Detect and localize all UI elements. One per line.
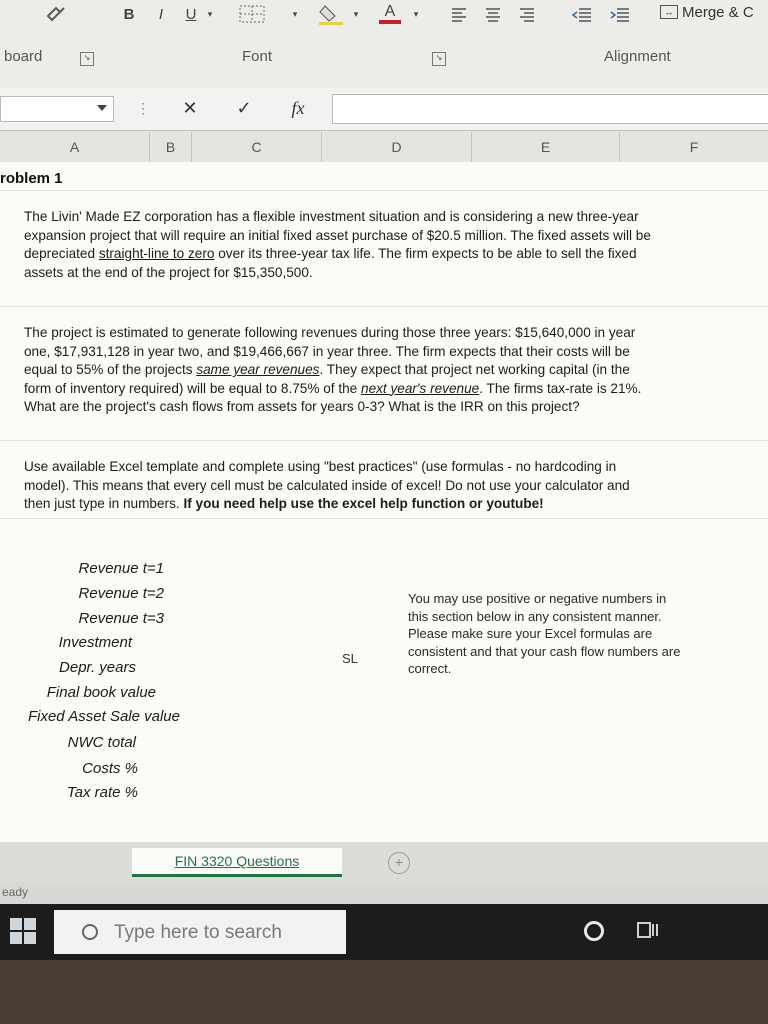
label-tax-rate-percent[interactable]: Tax rate %: [66, 784, 138, 801]
column-header-e[interactable]: E: [472, 132, 620, 162]
name-box-dropdown-icon[interactable]: [97, 105, 107, 111]
cancel-icon[interactable]: ✕: [182, 97, 198, 118]
column-header-b[interactable]: B: [150, 132, 192, 162]
align-right-icon[interactable]: [514, 2, 540, 26]
font-launcher-icon[interactable]: ↘: [432, 52, 446, 66]
column-header-a[interactable]: A: [0, 132, 150, 162]
para3-line: model). This means that every cell must be calculated inside of excel! Do not use your calculator and: [24, 477, 630, 493]
label-depr-years[interactable]: Depr. years: [59, 659, 136, 676]
underline-button[interactable]: U: [185, 5, 197, 23]
font-color-swatch: [379, 20, 401, 24]
format-painter-icon[interactable]: [42, 2, 70, 26]
para2-line: The project is estimated to generate following revenues during those three years: $15,640,000 in year: [24, 325, 636, 340]
label-revenue-t1[interactable]: Revenue t=1: [78, 560, 164, 577]
para1-line: expansion project that will require an initial fixed asset purchase of $20.5 million. The fixed assets will be: [24, 227, 651, 243]
sheet-tab-fin3320[interactable]: FIN 3320 Questions: [132, 848, 342, 877]
underline-dropdown-icon[interactable]: ▾: [207, 8, 213, 19]
decrease-indent-icon[interactable]: [568, 2, 596, 26]
column-header-f[interactable]: F: [689, 139, 699, 155]
search-icon: [82, 924, 98, 940]
next-year-revenue-emphasis: next year's revenue: [361, 380, 480, 396]
note-line: consistent and that your cash flow numbers are: [408, 643, 681, 659]
row-divider: [0, 518, 768, 519]
formula-input[interactable]: [332, 94, 768, 124]
fill-color-dropdown-icon[interactable]: ▾: [353, 8, 359, 19]
para1-line: [24, 245, 651, 264]
para2-text: equal to 55% of the projects: [24, 362, 197, 377]
borders-button[interactable]: [232, 2, 272, 26]
group-label-alignment: Alignment: [604, 48, 671, 65]
note-line: correct.: [408, 661, 452, 676]
italic-button[interactable]: I: [158, 5, 164, 23]
para1-line: assets at the end of the project for $15,350,500.: [24, 264, 313, 280]
status-text: eady: [2, 885, 29, 899]
problem-paragraph-3[interactable]: [24, 458, 630, 514]
cortana-icon[interactable]: [584, 921, 604, 941]
task-view-icon[interactable]: [636, 920, 660, 946]
row-divider: [0, 306, 768, 307]
para2-line: [24, 380, 641, 399]
font-color-dropdown-icon[interactable]: ▾: [413, 8, 419, 19]
merge-icon: ↔: [660, 5, 678, 19]
column-header-d[interactable]: D: [322, 132, 472, 162]
label-final-book-value[interactable]: Final book value: [46, 684, 156, 701]
straight-line-underlined: straight-line to zero: [98, 246, 215, 261]
formula-bar: [0, 88, 768, 131]
add-sheet-icon[interactable]: +: [388, 852, 410, 874]
borders-dropdown-icon[interactable]: ▾: [292, 8, 298, 19]
depreciation-method-cell[interactable]: SL: [342, 651, 358, 666]
para2-line: What are the project's cash flows from assets for years 0-3? What is the IRR on this project?: [24, 399, 580, 414]
para2-text: . They expect that project net working capital (in the: [319, 362, 630, 377]
para2-line: one, $17,931,128 in year two, and $19,466,667 in year three. The firm expects that their costs will be: [24, 343, 630, 359]
column-header-c[interactable]: C: [192, 132, 322, 162]
note-line: Please make sure your Excel formulas are: [408, 626, 653, 641]
label-costs-percent[interactable]: Costs %: [82, 760, 138, 777]
note-line: this section below in any consistent manner.: [408, 608, 662, 624]
problem-title[interactable]: roblem 1: [0, 170, 63, 187]
group-label-clipboard: board: [4, 48, 43, 65]
para1-text: depreciated: [24, 246, 99, 261]
para1-text: over its three-year tax life. The firm expects to be able to sell the fixed: [214, 246, 637, 261]
merge-label: Merge & C: [682, 3, 754, 21]
problem-paragraph-2[interactable]: [24, 324, 641, 417]
para3-text: then just type in numbers.: [24, 496, 184, 511]
note-line: You may use positive or negative numbers in: [408, 591, 667, 606]
fill-color-button[interactable]: [314, 2, 350, 26]
para2-text: . The firms tax-rate is 21%.: [479, 380, 642, 396]
align-center-icon[interactable]: [480, 2, 506, 26]
problem-paragraph-1[interactable]: [24, 208, 651, 282]
enter-icon[interactable]: ✓: [236, 97, 252, 118]
para1-line: The Livin' Made EZ corporation has a flexible investment situation and is considering a new three-year: [24, 209, 639, 224]
sheet-tab-bar: [0, 842, 768, 882]
para2-text: form of inventory required) will be equal to 8.75% of the: [24, 380, 362, 396]
help-hint-bold: If you need help use the excel help function or youtube!: [183, 496, 544, 511]
label-investment[interactable]: Investment: [58, 634, 132, 651]
bold-button[interactable]: B: [123, 5, 135, 23]
insert-function-icon[interactable]: fx: [291, 97, 305, 118]
label-revenue-t3[interactable]: Revenue t=3: [78, 610, 164, 627]
row-divider: [0, 190, 768, 191]
ribbon: [0, 0, 768, 89]
font-color-button[interactable]: [372, 2, 408, 26]
group-label-font: Font: [242, 48, 273, 65]
name-box[interactable]: [0, 96, 114, 122]
search-placeholder: Type here to search: [114, 922, 282, 943]
status-bar: [0, 882, 768, 904]
row-divider: [0, 440, 768, 441]
formula-bar-grip-icon: ⋮: [136, 99, 150, 116]
align-left-icon[interactable]: [446, 2, 472, 26]
merge-center-button[interactable]: [660, 0, 768, 24]
label-fixed-asset-sale-value[interactable]: Fixed Asset Sale value: [27, 708, 180, 725]
windows-taskbar: [0, 904, 768, 960]
taskbar-search-box[interactable]: [54, 910, 346, 954]
font-color-letter: A: [384, 3, 396, 20]
para2-line: [24, 361, 641, 380]
instruction-note[interactable]: [408, 590, 748, 678]
clipboard-launcher-icon[interactable]: ↘: [80, 52, 94, 66]
para3-line: [24, 495, 630, 514]
column-headers: [0, 132, 768, 163]
windows-start-icon[interactable]: [10, 918, 36, 944]
label-nwc-total[interactable]: NWC total: [67, 734, 136, 751]
increase-indent-icon[interactable]: [606, 2, 634, 26]
label-revenue-t2[interactable]: Revenue t=2: [78, 585, 164, 602]
same-year-revenues-emphasis: same year revenues: [196, 362, 320, 377]
para3-line: Use available Excel template and complete using "best practices" (use formulas - no hardcoding in: [24, 459, 617, 474]
